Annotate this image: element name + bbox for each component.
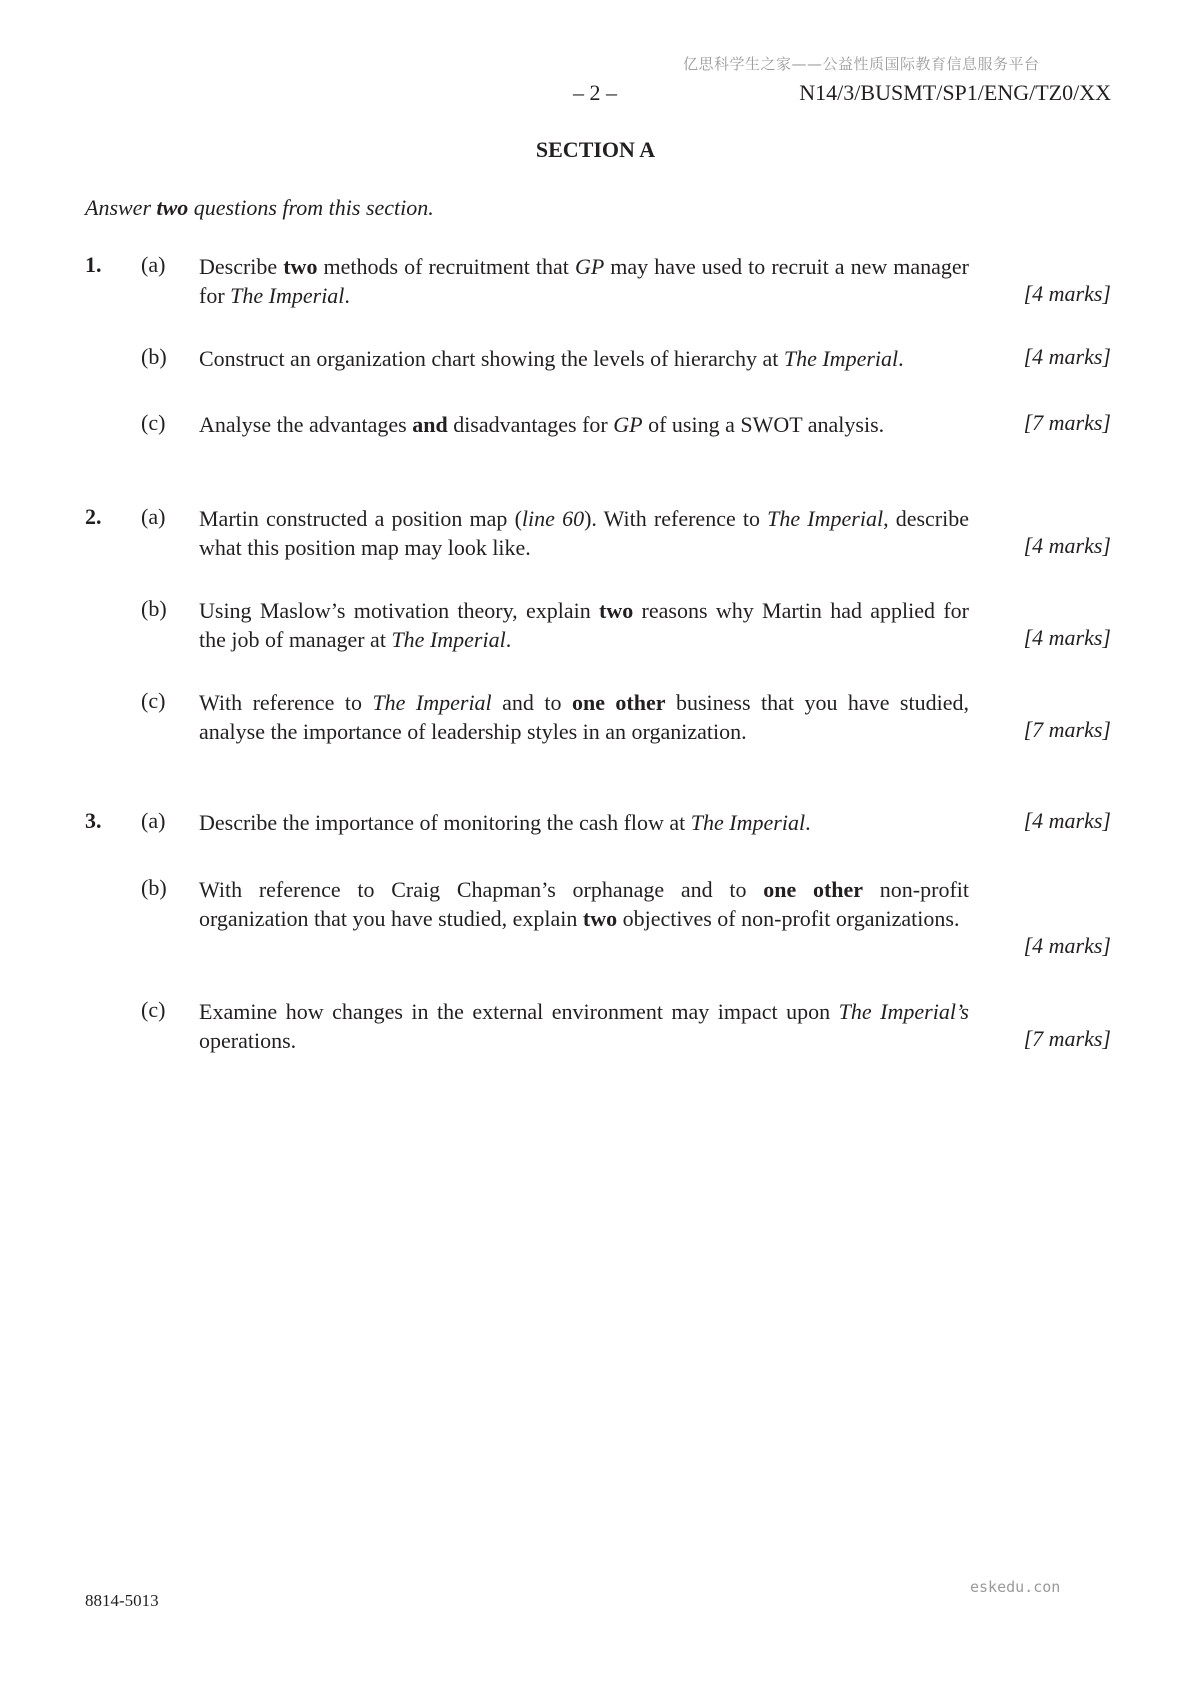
part-label: (a) (141, 504, 166, 529)
question-text (199, 410, 969, 439)
part-label: (c) (141, 410, 166, 435)
instruction-post: questions from this section. (188, 195, 434, 220)
text-segment: one other (571, 690, 666, 715)
text-segment: The Imperial (690, 810, 806, 835)
marks-label: [4 marks] (1023, 533, 1111, 558)
part-label: (a) (141, 808, 166, 833)
marks-label: [7 marks] (1023, 717, 1111, 742)
text-segment: one other (763, 877, 864, 902)
text-segment: Examine how changes in the external environment may impact upon (199, 999, 839, 1024)
text-segment: objectives of non-profit organizations. (617, 906, 960, 931)
text-segment: methods of recruitment that (317, 254, 575, 279)
text-segment: may have used to recruit a new manager for (199, 254, 970, 308)
question-text (199, 997, 969, 1055)
text-segment: . (505, 627, 512, 652)
text-segment: The Imperial (783, 346, 899, 371)
question-text (199, 875, 969, 933)
text-segment: operations. (199, 1028, 297, 1053)
question-text (199, 252, 969, 310)
question-text (199, 344, 969, 373)
text-segment: With reference to Craig Chapman’s orphanage and to (199, 877, 764, 902)
text-segment: The Imperial (372, 690, 492, 715)
text-segment: GP (613, 412, 643, 437)
part-label: (a) (141, 252, 166, 277)
text-segment: Describe the importance of monitoring the cash flow at (199, 810, 691, 835)
text-segment: The Imperial (230, 283, 345, 308)
text-segment: The Imperial (391, 627, 506, 652)
question-text (199, 808, 969, 837)
text-segment: The Imperial (767, 506, 884, 531)
text-segment: . (344, 283, 350, 308)
marks-label: [4 marks] (1023, 808, 1111, 833)
section-title: SECTION A (535, 137, 656, 162)
text-segment: Analyse the advantages (199, 412, 413, 437)
text-segment: ). With reference to (584, 506, 768, 531)
text-segment: business that you have studied, analyse the importance of leadership styles in an organization. (199, 690, 969, 744)
part-label: (c) (141, 997, 166, 1022)
text-segment: Construct an organization chart showing the levels of hierarchy at (199, 346, 784, 371)
text-segment: GP (574, 254, 605, 279)
marks-label: [7 marks] (1023, 1026, 1111, 1051)
page-number: – 2 – (573, 80, 617, 105)
text-segment: non-profit organization that you have studied, explain (199, 877, 970, 931)
marks-label: [4 marks] (1023, 344, 1111, 369)
watermark-footer: eskedu.con (970, 1578, 1061, 1596)
text-segment: Using Maslow’s motivation theory, explain (199, 598, 600, 623)
question-number-1: 1. (85, 252, 102, 277)
marks-label: [4 marks] (1023, 933, 1111, 958)
instruction-emphasis: two (156, 195, 189, 220)
part-label: (c) (141, 688, 166, 713)
text-segment: two (599, 598, 634, 623)
part-label: (b) (141, 344, 167, 369)
watermark-header: 亿思科学生之家——公益性质国际教育信息服务平台 (683, 55, 1040, 73)
text-segment: . (805, 810, 811, 835)
question-text (199, 688, 969, 746)
paper-code: N14/3/BUSMT/SP1/ENG/TZ0/XX (799, 80, 1111, 105)
text-segment: disadvantages for (447, 412, 614, 437)
marks-label: [4 marks] (1023, 625, 1111, 650)
text-segment: . (898, 346, 904, 371)
part-label: (b) (141, 596, 167, 621)
part-label: (b) (141, 875, 167, 900)
instruction-pre: Answer (85, 195, 157, 220)
question-text (199, 596, 969, 654)
section-instruction (85, 195, 434, 221)
text-segment: Martin constructed a position map ( (199, 506, 522, 531)
question-text (199, 504, 969, 562)
text-segment: two (582, 906, 618, 931)
text-segment: Describe (199, 254, 284, 279)
marks-label: [7 marks] (1023, 410, 1111, 435)
text-segment: The Imperial’s (838, 999, 969, 1024)
marks-label: [4 marks] (1023, 281, 1111, 306)
text-segment: and to (491, 690, 572, 715)
text-segment: With reference to (199, 690, 373, 715)
text-segment: and (412, 412, 448, 437)
question-number-3: 3. (85, 808, 102, 833)
question-number-2: 2. (85, 504, 102, 529)
text-segment: of using a SWOT analysis. (642, 412, 885, 437)
text-segment: line 60 (521, 506, 585, 531)
footer-code: 8814-5013 (85, 1591, 159, 1610)
text-segment: reasons why Martin had applied for the job of manager at (199, 598, 969, 652)
text-segment: , describe what this position map may look like. (199, 506, 970, 560)
text-segment: two (283, 254, 318, 279)
